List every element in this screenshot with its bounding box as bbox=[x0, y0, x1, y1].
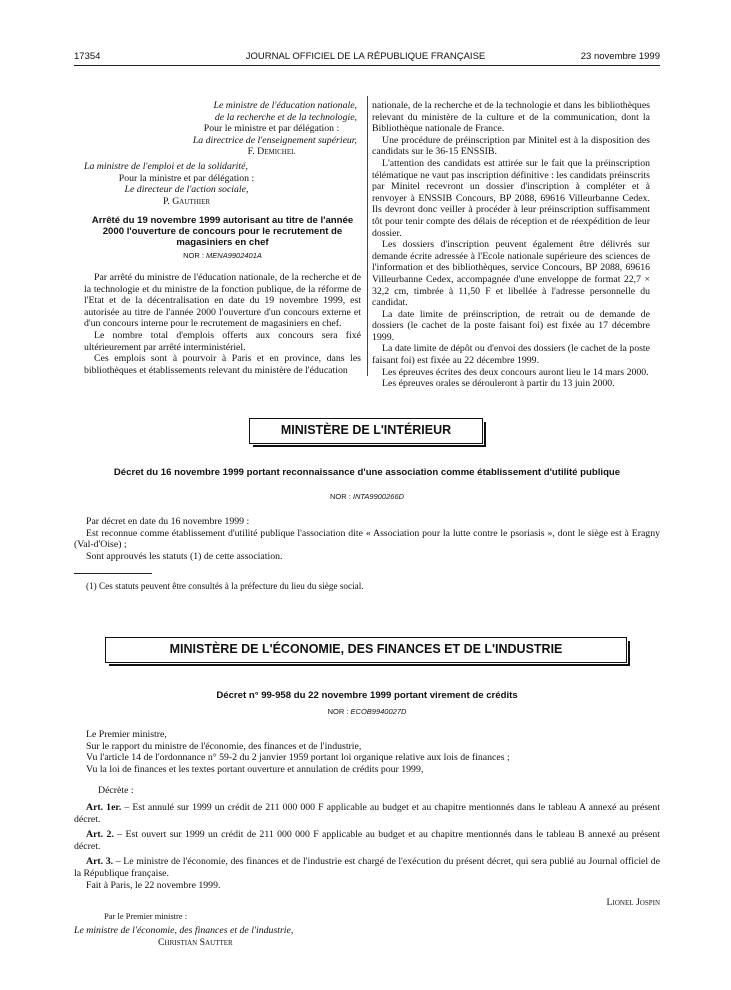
signature-block-emploi: La ministre de l'emploi et de la solidarité, Pour la ministre et par délégation : Le directeur de l'action sociale, P. Gauthier bbox=[84, 160, 255, 207]
decree-association-title: Décret du 16 novembre 1999 portant reconnaissance d'une association comme établissement d'utilité publique bbox=[113, 467, 621, 478]
decree-association-nor: NOR : INTA9900266D bbox=[329, 492, 405, 501]
decrete-label: Décrète : bbox=[98, 785, 134, 796]
done-at: Fait à Paris, le 22 novembre 1999. bbox=[86, 880, 221, 891]
par-le-premier-ministre: Par le Premier ministre : bbox=[104, 911, 188, 921]
right-column: nationale, de la recherche et de la technologie et dans les bibliothèques relevant du ministère de la culture et de la communication, dont la Bibliothèque nationale de France. Une procédure de préinscription par Minitel est à la disposition des candidats sur le 36-15 ENSSIB. L'attention des candidats est attirée sur le fait que la préinscription télématique ne vaut pas inscription définitive : les candidats préinscrits par Minitel recevront un dossier d'inscription à compléter et à renvoyer à ENSSIB Concours, BP 2088, 69616 Villeurbanne Cedex. Ils devront donc veiller à procéder à leur préinscription suffisamment tôt pour tenir compte des délais de réception et de réexpédition de leur dossier. Les dossiers d'inscription peuvent également être délivrés sur demande écrite adressée à l'Ecole nationale supérieure des sciences de l'information et des bibliothèques, service Concours, BP 2088, 69616 Villeurbanne Cedex, accompagnée d'une enveloppe de format 22,7 × 32,2 cm, timbrée à 11,50 F et libellée à l'adresse personnelle du candidat. La date limite de préinscription, de retrait ou de demande de dossiers (le cachet de la poste faisant foi) est fixée au 17 décembre 1999. La date limite de dépôt ou d'envoi des dossiers (le cachet de la poste faisant foi) est fixée au 22 décembre 1999. Les épreuves écrites des deux concours auront lieu le 14 mars 2000. Les épreuves orales se dérouleront à partir du 13 juin 2000. bbox=[372, 100, 650, 390]
header-rule bbox=[74, 65, 660, 66]
article-2: Art. 2. – Est ouvert sur 1999 un crédit de 211 000 000 F applicable au budget et au chapitre mentionnés dans le tableau B annexé au présent décret. bbox=[74, 829, 660, 852]
arrete-body: Par arrêté du ministre de l'éducation nationale, de la recherche et de la technologie et du ministre de la fonction publique, de la réforme de l'Etat et de la décentralisation en date du 19 novembre 1999, est autorisée au titre de l'année 2000 l'ouverture d'un concours externe et d'un concours interne pour le recrutement de magasiniers en chef. Le nombre total d'emplois offerts aux concours sera fixé ultérieurement par arrêté interministériel. Ces emplois sont à pourvoir à Paris et en province, dans les bibliothèques et établissements relevant du ministère de l'éducation bbox=[84, 271, 361, 376]
article-1: Art. 1er. – Est annulé sur 1999 un crédit de 211 000 000 F applicable au budget et au chapitre mentionnés dans le tableau A annexé au présent décret. bbox=[74, 802, 661, 825]
footnote: (1) Ces statuts peuvent être consultés à la préfecture du lieu du siège social. bbox=[86, 581, 364, 591]
footnote-rule bbox=[74, 573, 152, 574]
signature-block-education: Le ministre de l'éducation nationale, de la recherche et de la technologie, Pour le ministre et par délégation : La directrice de l'enseignement supérieur, F. Demichel bbox=[192, 100, 357, 158]
decree-virement-preamble: Le Premier ministre, Sur le rapport du ministre de l'économie, des finances et de l'industrie, Vu l'article 14 de l'ordonnance n° 59-2 du 2 janvier 1959 portant loi organique relative aux lois de finances ; Vu la loi de finances et les textes portant ouverture et annulation de crédits pour 1999, bbox=[86, 729, 510, 775]
left-column bbox=[84, 100, 361, 376]
journal-title: JOURNAL OFFICIEL DE LA RÉPUBLIQUE FRANÇAISE bbox=[245, 51, 486, 62]
arrete-title: Arrêté du 19 novembre 1999 autorisant au titre de l'année 2000 l'ouverture de concours pour le recrutement de magasiniers en chef bbox=[91, 215, 354, 249]
decree-virement-nor: NOR : ECOB9940027D bbox=[327, 707, 407, 716]
ministry-economy-box: MINISTÈRE DE L'ÉCONOMIE, DES FINANCES ET DE L'INDUSTRIE bbox=[105, 637, 627, 663]
decree-virement-title: Décret n° 99-958 du 22 novembre 1999 portant virement de crédits bbox=[216, 690, 518, 701]
minister-name: Christian Sautter bbox=[158, 937, 233, 948]
arrete-nor: NOR : MENA9902401A bbox=[183, 251, 262, 261]
column-divider bbox=[367, 96, 368, 376]
signature-prime-minister: Lionel Jospin bbox=[606, 897, 660, 908]
decree-association-body: Par décret en date du 16 novembre 1999 : Est reconnue comme établissement d'utilité publique l'association dite « Association pour la lutte contre le psoriasis », dont le siège est à Eragny (Val-d'Oise) ; Sont approuvés les statuts (1) de cette association. bbox=[74, 516, 660, 562]
decree-articles bbox=[74, 802, 660, 880]
ministry-interior-box: MINISTÈRE DE L'INTÉRIEUR bbox=[249, 418, 483, 444]
article-3: Art. 3. – Le ministre de l'économie, des finances et de l'industrie est chargé de l'exécution du présent décret, qui sera publié au Journal officiel de la République française. bbox=[74, 856, 661, 879]
issue-date: 23 novembre 1999 bbox=[580, 51, 660, 62]
page-number: 17354 bbox=[74, 51, 101, 62]
minister-title: Le ministre de l'économie, des finances et de l'industrie, bbox=[74, 925, 294, 936]
